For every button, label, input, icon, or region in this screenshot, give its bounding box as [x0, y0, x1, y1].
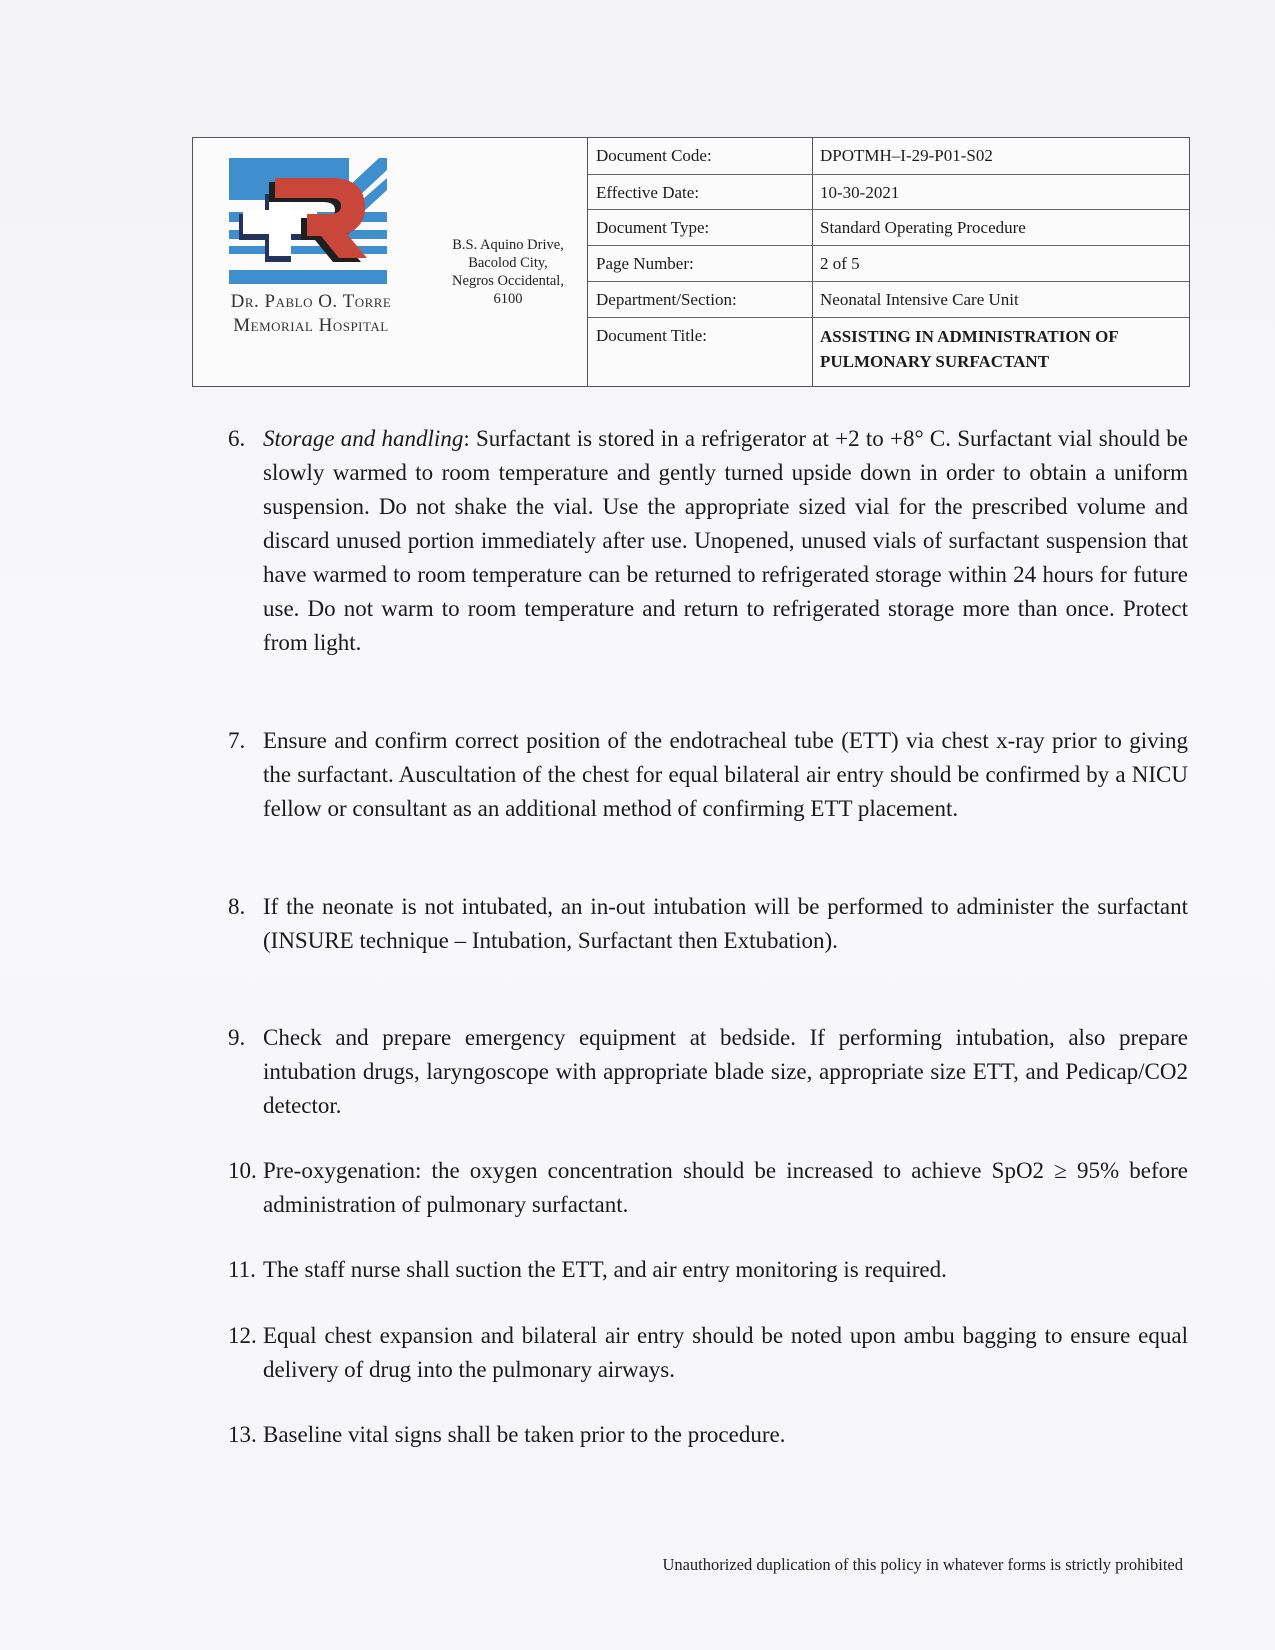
list-item: [228, 1154, 1188, 1222]
address-line: 6100: [493, 291, 523, 307]
item-text: [263, 422, 1188, 660]
document-header-table: [192, 137, 1190, 387]
field-label: Department/Section:: [596, 290, 737, 309]
hospital-name-line-1: Dr. Pablo O. Torre: [230, 291, 392, 312]
list-item: [228, 1319, 1188, 1387]
metadata-row-effective-date: [588, 175, 1189, 210]
hospital-address: [429, 236, 587, 308]
item-body: : Surfactant is stored in a refrigerator at +2 to +8° C. Surfactant vial should be slowly warmed to room temperature and gently turned upside down in order to obtain a uniform suspension. Do not shake the vial. Use the appropriate sized vial for the prescribed volume and discard unused portion immediately after use. Unopened, unused vials of surfactant suspension that have warmed to room temperature can be returned to refrigerated storage within 24 hours for future use. Do not warm to room temperature and return to refrigerated storage more than once. Protect from light.: [263, 426, 1188, 655]
item-number: 11.: [228, 1257, 256, 1282]
department-value: Neonatal Intensive Care Unit: [820, 290, 1019, 309]
field-label: Document Code:: [596, 146, 712, 165]
metadata-row-department: [588, 282, 1189, 318]
item-number: 9.: [228, 1025, 246, 1050]
metadata-row-document-type: [588, 210, 1189, 246]
item-number: 12.: [228, 1323, 257, 1348]
address-cell: [429, 138, 587, 386]
item-text: If the neonate is not intubated, an in-out intubation will be performed to administer the surfactant (INSURE technique – Intubation, Surfactant then Extubation).: [263, 894, 1188, 953]
list-item: [228, 1418, 1188, 1452]
document-title-value: ASSISTING IN ADMINISTRATION OF PULMONARY SURFACTANT: [820, 327, 1119, 371]
field-label: Page Number:: [596, 254, 694, 273]
effective-date-value: 10-30-2021: [820, 183, 900, 202]
list-item: [228, 724, 1188, 826]
field-label: Document Title:: [596, 326, 707, 345]
metadata-row-document-code: [588, 138, 1189, 175]
list-item: [228, 1021, 1188, 1123]
document-code-value: DPOTMH–I-29-P01-S02: [820, 146, 993, 165]
item-text: Ensure and confirm correct position of the endotracheal tube (ETT) via chest x-ray prior to giving the surfactant. Auscultation of the chest for equal bilateral air entry should be confirmed by a NICU fellow or consultant as an additional method of confirming ETT placement.: [263, 728, 1188, 821]
item-lead: Storage and handling: [263, 426, 464, 451]
footer-notice: Unauthorized duplication of this policy in whatever forms is strictly prohibited: [662, 1555, 1183, 1574]
list-item: [228, 1253, 1188, 1287]
address-line: Negros Occidental,: [452, 273, 564, 289]
item-number: 8.: [228, 894, 246, 919]
metadata-row-document-title: [588, 318, 1189, 386]
hospital-name-line-2: Memorial Hospital: [233, 315, 389, 336]
item-number: 10.: [228, 1158, 257, 1183]
field-label: Effective Date:: [596, 183, 700, 202]
item-text: Pre-oxygenation: the oxygen concentration should be increased to achieve SpO2 ≥ 95% before administration of pulmonary surfactant.: [263, 1158, 1188, 1217]
item-number: 13.: [228, 1422, 257, 1447]
metadata-row-page-number: [588, 246, 1189, 282]
document-metadata-table: [587, 138, 1189, 386]
list-item: [228, 890, 1188, 958]
item-text: Baseline vital signs shall be taken prior to the procedure.: [263, 1422, 786, 1447]
page-number-value: 2 of 5: [820, 254, 860, 273]
logo-cell: [193, 138, 429, 386]
item-number: 7.: [228, 728, 246, 753]
address-line: B.S. Aquino Drive,: [452, 237, 564, 253]
item-text: Equal chest expansion and bilateral air entry should be noted upon ambu bagging to ensure equal delivery of drug into the pulmonary airways.: [263, 1323, 1188, 1382]
address-line: Bacolod City,: [468, 255, 548, 271]
document-type-value: Standard Operating Procedure: [820, 218, 1026, 237]
item-text: The staff nurse shall suction the ETT, and air entry monitoring is required.: [263, 1257, 947, 1282]
hospital-logo-icon: [229, 158, 387, 286]
list-item: [228, 422, 1188, 660]
item-text: Check and prepare emergency equipment at bedside. If performing intubation, also prepare intubation drugs, laryngoscope with appropriate blade size, appropriate size ETT, and Pedicap/CO2 detector.: [263, 1025, 1188, 1118]
item-number: 6.: [228, 426, 246, 451]
field-label: Document Type:: [596, 218, 710, 237]
